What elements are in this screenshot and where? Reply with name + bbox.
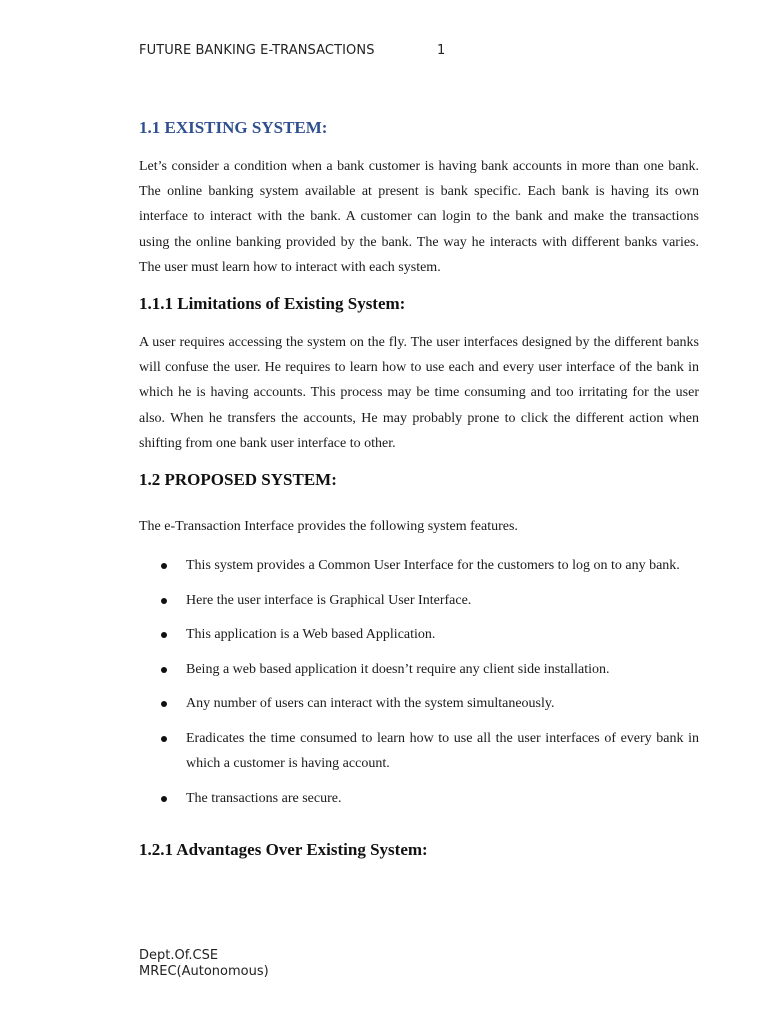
bullet-icon (161, 598, 167, 604)
bullet-icon (161, 563, 167, 569)
list-item (139, 553, 699, 579)
proposed-system-intro: The e-Transaction Interface provides the following system features. (139, 519, 518, 535)
feature-text: This application is a Web based Application. (186, 627, 436, 643)
features-list (139, 553, 699, 811)
feature-text: Any number of users can interact with the system simultaneously. (186, 696, 555, 712)
feature-text: The transactions are secure. (186, 790, 342, 806)
existing-system-paragraph: Let’s consider a condition when a bank customer is having bank accounts in more than one bank. The online banking system available at present is bank specific. Each bank is having its own interface to interact with the bank. A customer can login to the bank and make the transactions using the online banking provided by the bank. The way he interacts with different banks varies. The user must learn how to interact with each system. (139, 159, 699, 275)
bullet-icon (161, 796, 167, 802)
feature-text: Eradicates the time consumed to learn how to use all the user interfaces of every bank in which a customer is having account. (186, 730, 699, 772)
feature-text: Here the user interface is Graphical User Interface. (186, 592, 472, 608)
bullet-icon (161, 701, 167, 707)
footer-institution: MREC(Autonomous) (139, 964, 269, 979)
limitations-paragraph: A user requires accessing the system on the fly. The user interfaces designed by the different banks will confuse the user. He requires to learn how to use each and every user interface of the bank in which he is having accounts. This process may be time consuming and too irritating for the user also. When he transfers the accounts, He may probably prone to click the different action when shifting from one bank user interface to other. (139, 335, 699, 451)
page-header (139, 43, 446, 58)
list-item (139, 726, 699, 777)
advantages-heading: 1.2.1 Advantages Over Existing System: (139, 840, 428, 860)
document-body (139, 118, 699, 860)
footer-department: Dept.Of.CSE (139, 948, 219, 963)
bullet-icon (161, 632, 167, 638)
list-item (139, 588, 699, 614)
page-number: 1 (437, 43, 446, 58)
proposed-system-heading: 1.2 PROPOSED SYSTEM: (139, 470, 337, 490)
feature-text: Being a web based application it doesn’t require any client side installation. (186, 661, 610, 677)
bullet-icon (161, 667, 167, 673)
document-title: FUTURE BANKING E-TRANSACTIONS (139, 43, 375, 58)
list-item (139, 622, 699, 648)
bullet-icon (161, 736, 167, 742)
list-item (139, 691, 699, 717)
page-footer (139, 948, 269, 980)
list-item (139, 657, 699, 683)
existing-system-heading: 1.1 EXISTING SYSTEM: (139, 118, 328, 137)
limitations-heading: 1.1.1 Limitations of Existing System: (139, 294, 406, 314)
list-item (139, 786, 699, 812)
feature-text: This system provides a Common User Interface for the customers to log on to any bank. (186, 558, 680, 574)
